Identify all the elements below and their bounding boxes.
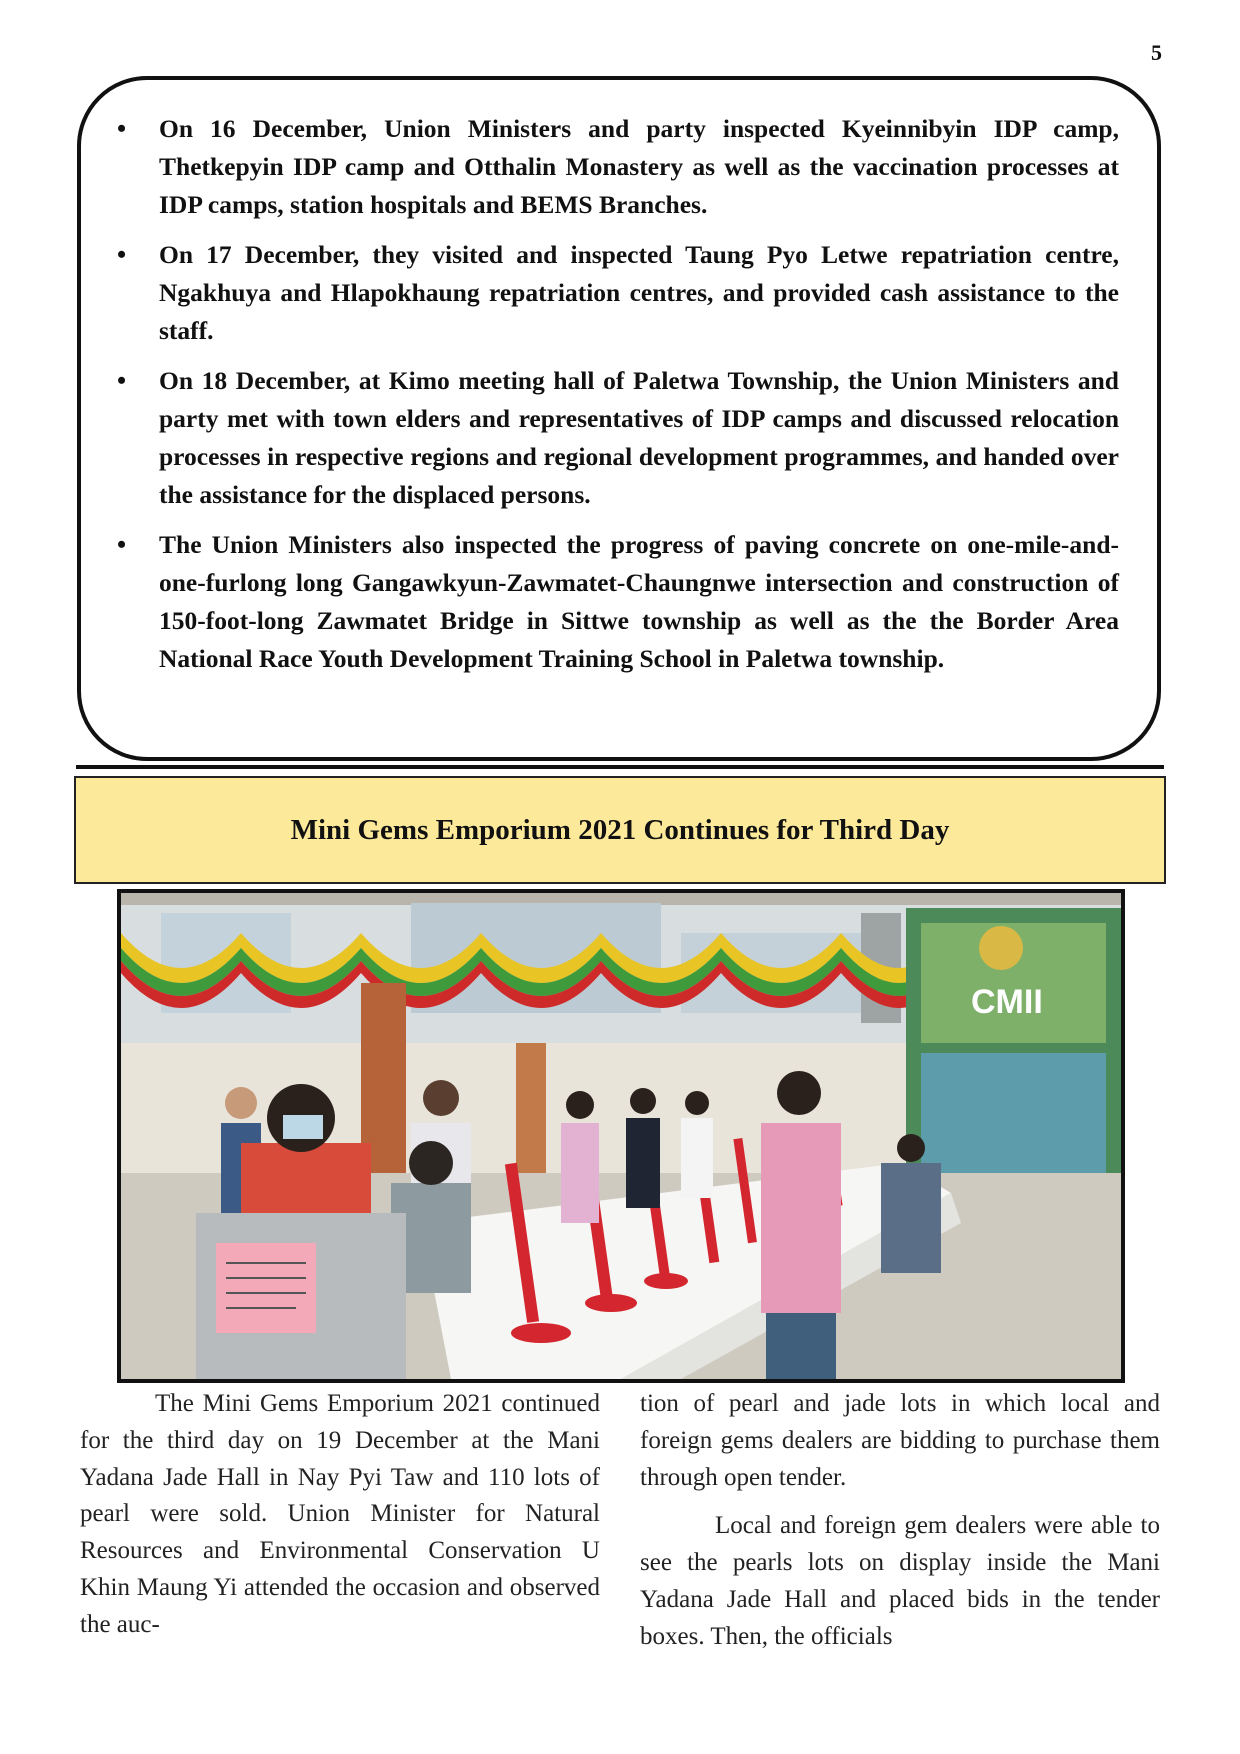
bullet-dot-icon: •: [117, 366, 127, 395]
article-paragraph: tion of pearl and jade lots in which local and foreign gems dealers are bidding to purchase them through open tender.: [640, 1390, 1160, 1491]
bullet-dot-icon: •: [117, 530, 127, 559]
bullet-dot-icon: •: [117, 114, 127, 143]
bullet-text: On 16 December, Union Ministers and party inspected Kyeinnibyin IDP camp, Thetkepyin IDP camp and Otthalin Monastery as well as the vaccination processes at IDP camps, station hospitals and BEMS Branches.: [159, 114, 1119, 219]
bullet-text: On 17 December, they visited and inspected Taung Pyo Letwe repatriation centre, Ngakhuya and Hlapokhaung repatriation centres, and provided cash assistance to the staff.: [159, 240, 1119, 345]
headline-banner: [74, 776, 1166, 884]
bullet-item: [115, 236, 1119, 350]
article-headline: Mini Gems Emporium 2021 Continues for Third Day: [290, 813, 950, 846]
bullet-text: On 18 December, at Kimo meeting hall of Paletwa Township, the Union Ministers and party met with town elders and representatives of IDP camps and discussed relocation processes in respective regions and regional development programmes, and handed over the assistance for the displaced persons.: [159, 366, 1119, 509]
article-column-left: [80, 1386, 600, 1644]
article-column-right: [640, 1386, 1160, 1656]
summary-bullet-box: [77, 76, 1161, 761]
article-paragraph: The Mini Gems Emporium 2021 continued for the third day on 19 December at the Mani Yadana Jade Hall in Nay Pyi Taw and 110 lots of pearl were sold. Union Minister for Natural Resources and Environmental Conservation U Khin Maung Yi attended the occasion and observed the auc-: [80, 1390, 600, 1638]
bullet-item: [115, 362, 1119, 514]
bullet-item: [115, 110, 1119, 224]
section-divider: [76, 765, 1164, 769]
bullet-dot-icon: •: [117, 240, 127, 269]
gems-emporium-photo: [117, 889, 1125, 1383]
bullet-text: The Union Ministers also inspected the progress of paving concrete on one-mile-and-one-furlong long Gangawkyun-Zawmatet-Chaungnwe intersection and construction of 150-foot-long Zawmatet Bridge in Sittwe township as well as the the Border Area National Race Youth Development Training School in Paletwa township.: [159, 530, 1119, 673]
bullet-list: [115, 110, 1119, 678]
bullet-item: [115, 526, 1119, 678]
article-paragraph: Local and foreign gem dealers were able to see the pearls lots on display inside the Mani Yadana Jade Hall and placed bids in the tender boxes. Then, the officials: [640, 1512, 1160, 1650]
page-number: 5: [1151, 40, 1162, 65]
screen-text: CMII: [971, 983, 1043, 1021]
